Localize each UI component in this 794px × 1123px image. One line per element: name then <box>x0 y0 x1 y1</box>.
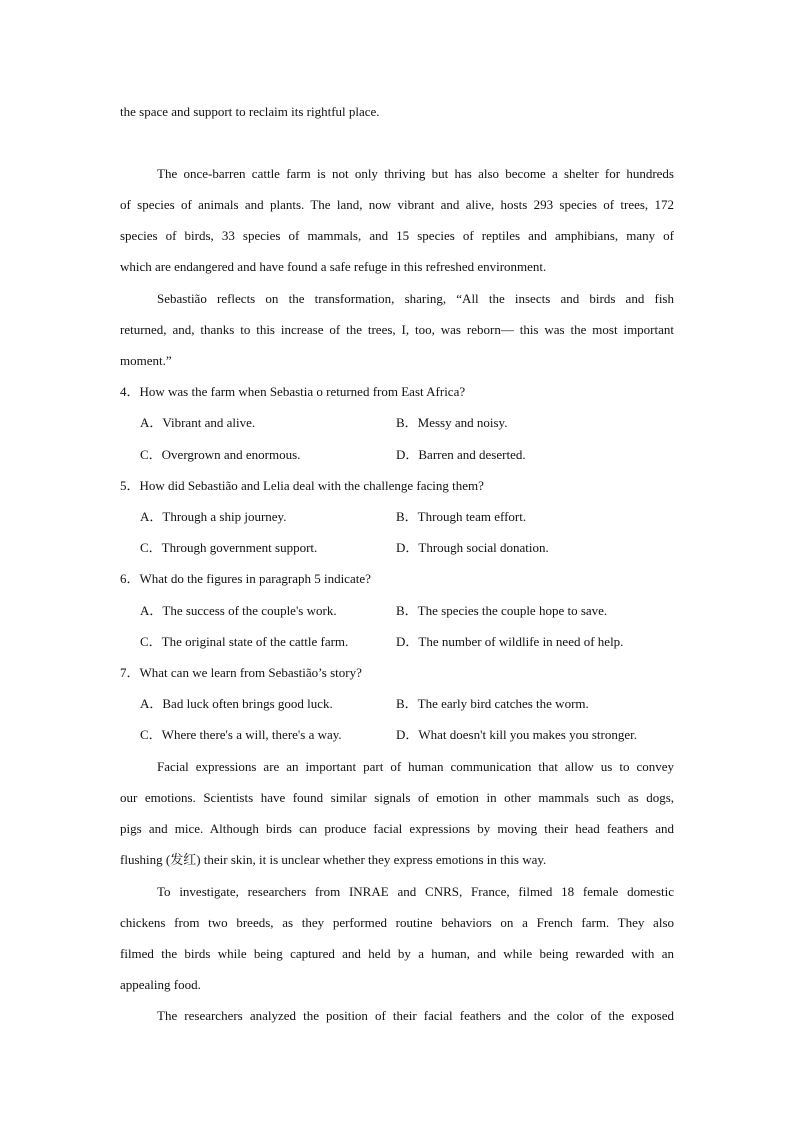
paragraph-line: The researchers analyzed the position of their facial feathers and the color of the exposed <box>157 1008 674 1023</box>
option-c: C．The original state of the cattle farm. <box>140 634 349 649</box>
option-c: C．Through government support. <box>140 540 318 555</box>
paragraph-line: Sebastião reflects on the transformation, sharing, “All the insects and birds and fish <box>157 291 674 306</box>
paragraph-line: of species of animals and plants. The land, now vibrant and alive, hosts 293 species of trees, 172 <box>120 197 674 212</box>
question-stem: 6．What do the figures in paragraph 5 indicate? <box>120 571 371 586</box>
option-b: B．The early bird catches the worm. <box>396 696 589 711</box>
option-b: B．Messy and noisy. <box>396 415 508 430</box>
option-c: C．Overgrown and enormous. <box>140 447 301 462</box>
option-b: B．Through team effort. <box>396 509 527 524</box>
paragraph-line: appealing food. <box>120 977 201 992</box>
question-stem: 7．What can we learn from Sebastião’s story? <box>120 665 362 680</box>
option-c: C．Where there's a will, there's a way. <box>140 727 342 742</box>
paragraph-line: moment.” <box>120 353 172 368</box>
option-a: A．The success of the couple's work. <box>140 603 337 618</box>
option-d: D．The number of wildlife in need of help. <box>396 634 624 649</box>
paragraph-line: pigs and mice. Although birds can produce facial expressions by moving their head feathers and <box>120 821 674 836</box>
paragraph-line: the space and support to reclaim its rightful place. <box>120 104 380 119</box>
paragraph-line: returned, and, thanks to this increase of the trees, I, too, was reborn— this was the most important <box>120 322 674 337</box>
paragraph-line: flushing (发红) their skin, it is unclear whether they express emotions in this way. <box>120 852 547 867</box>
option-b: B．The species the couple hope to save. <box>396 603 608 618</box>
option-d: D．Through social donation. <box>396 540 549 555</box>
option-a: A．Vibrant and alive. <box>140 415 256 430</box>
paragraph-line: filmed the birds while being captured and held by a human, and while being rewarded with an <box>120 946 674 961</box>
option-a: A．Through a ship journey. <box>140 509 287 524</box>
option-d: D．What doesn't kill you makes you stronger. <box>396 727 638 742</box>
paragraph-line: Facial expressions are an important part of human communication that allow us to convey <box>157 759 674 774</box>
paragraph-line: The once-barren cattle farm is not only thriving but has also become a shelter for hundreds <box>157 166 674 181</box>
question-stem: 4．How was the farm when Sebastia o returned from East Africa? <box>120 384 466 399</box>
paragraph-line: our emotions. Scientists have found similar signals of emotion in other mammals such as dogs, <box>120 790 674 805</box>
paragraph-line: chickens from two breeds, as they performed routine behaviors on a French farm. They also <box>120 915 674 930</box>
paragraph-line: species of birds, 33 species of mammals, and 15 species of reptiles and amphibians, many of <box>120 228 674 243</box>
question-stem: 5．How did Sebastião and Lelia deal with the challenge facing them? <box>120 478 484 493</box>
option-a: A．Bad luck often brings good luck. <box>140 696 333 711</box>
paragraph-line: To investigate, researchers from INRAE and CNRS, France, filmed 18 female domestic <box>157 884 674 899</box>
option-d: D．Barren and deserted. <box>396 447 526 462</box>
paragraph-line: which are endangered and have found a safe refuge in this refreshed environment. <box>120 259 547 274</box>
